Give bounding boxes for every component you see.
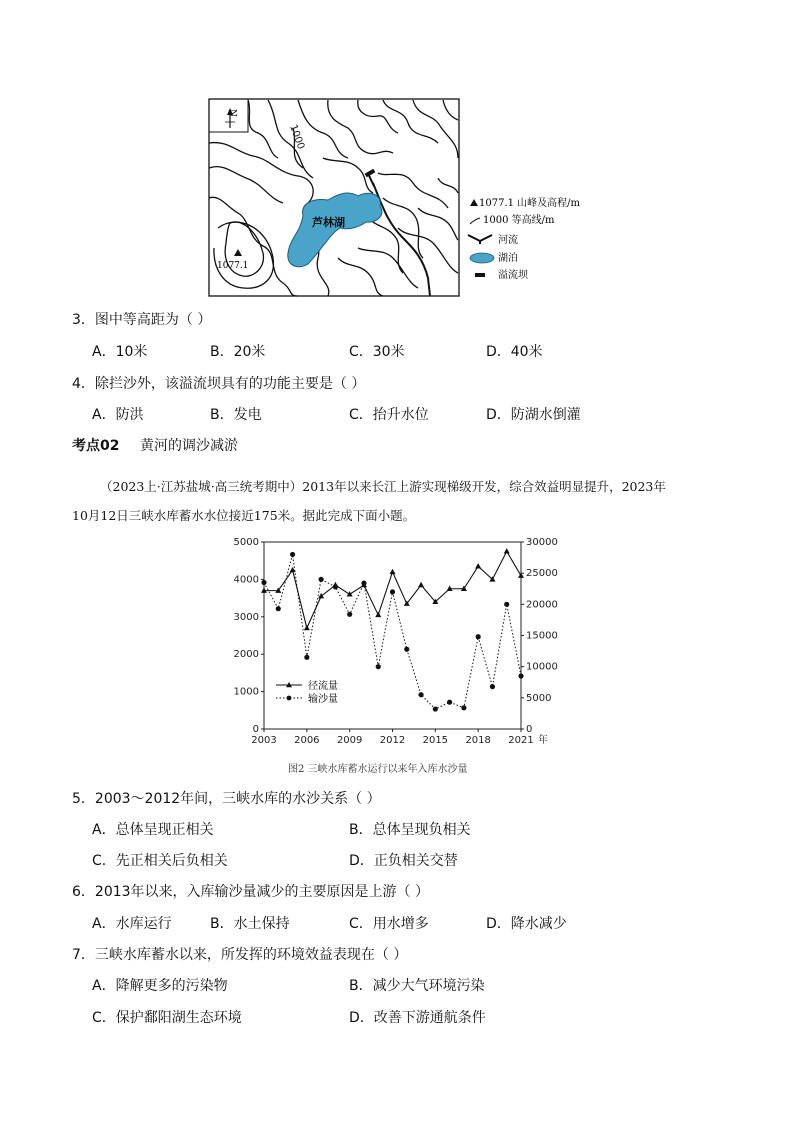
series-runoff-point (390, 569, 396, 574)
x-tick-label: 2003 (251, 735, 277, 746)
y-left-tick-label: 0 (252, 724, 259, 735)
series-sediment-point (433, 706, 438, 711)
q3-option-d[interactable]: D．40米 (486, 344, 543, 360)
y-right-tick-label: 15000 (526, 630, 558, 642)
legend-river-label: 河流 (498, 235, 518, 246)
q7-option-b[interactable]: B．减少大气环境污染 (349, 978, 485, 994)
x-tick-label: 2018 (465, 735, 491, 746)
series-sediment-point (319, 577, 324, 582)
series-sediment-point (347, 612, 352, 617)
section-subtitle: 黄河的调沙减淤 (140, 438, 238, 454)
contour-map (208, 98, 593, 298)
question-5-stem: 5．2003～2012年间，三峡水库的水沙关系（ ） (72, 791, 381, 807)
x-unit-label: 年 (538, 735, 548, 746)
y-right-tick-label: 25000 (526, 568, 558, 580)
series-sediment-point (361, 581, 366, 586)
map-legend (468, 196, 581, 281)
y-left-tick-label: 1000 (233, 686, 259, 698)
legend-lake-label: 湖泊 (498, 253, 518, 264)
legend-river-icon (468, 235, 492, 244)
series-runoff-point (347, 591, 353, 596)
question-6-stem: 6．2013年以来，入库输沙量减少的主要原因是上游（ ） (72, 884, 429, 900)
series-sediment-point (490, 684, 495, 689)
q4-option-b[interactable]: B．发电 (210, 407, 262, 423)
series-sediment-point (461, 705, 466, 710)
section-title: 考点02 (72, 438, 120, 454)
legend-lake-icon (470, 253, 494, 263)
q7-option-c[interactable]: C．保护鄱阳湖生态环境 (92, 1010, 242, 1026)
series-sediment-point (290, 552, 295, 557)
q3-option-b[interactable]: B．20米 (210, 344, 266, 360)
legend-sediment-label: 输沙量 (308, 694, 338, 705)
series-runoff-point (504, 548, 510, 553)
q5-option-b[interactable]: B．总体呈现负相关 (349, 822, 471, 838)
y-right-tick-label: 20000 (526, 599, 558, 611)
x-tick-label: 2006 (294, 735, 320, 746)
x-tick-label: 2009 (336, 735, 363, 746)
chart-caption: 图2 三峡水库蓄水运行以来年入库水沙量 (288, 764, 468, 775)
passage-line-1: （2023上·江苏盐城·高三统考期中）2013年以来长江上游实现梯级开发，综合效益明显提升，2023年 (100, 479, 666, 494)
series-sediment-point (261, 580, 266, 585)
series-sediment-point (418, 692, 423, 697)
question-4-stem: 4．除拦沙外，该溢流坝具有的功能主要是（ ） (72, 376, 366, 392)
series-sediment-line (264, 554, 521, 709)
series-runoff-point (418, 582, 424, 587)
q7-option-d[interactable]: D．改善下游通航条件 (349, 1010, 486, 1026)
q6-option-a[interactable]: A．水库运行 (92, 916, 172, 932)
contour-label-1000: 1000 (287, 123, 307, 151)
q7-option-a[interactable]: A．降解更多的污染物 (92, 978, 228, 994)
y-left-tick-label: 4000 (233, 574, 259, 586)
q5-option-a[interactable]: A．总体呈现正相关 (92, 822, 214, 838)
series-sediment-point (333, 584, 338, 589)
series-sediment-point (304, 655, 309, 660)
series-runoff-point (475, 563, 481, 568)
y-right-tick-label: 30000 (526, 537, 558, 548)
legend-peak-label: 1077.1 山峰及高程/m (479, 198, 581, 209)
q5-option-c[interactable]: C．先正相关后负相关 (92, 853, 228, 869)
q4-option-c[interactable]: C．抬升水位 (349, 407, 429, 423)
legend-sediment-marker (287, 696, 292, 701)
legend-contour-icon (470, 218, 480, 224)
y-left-tick-label: 3000 (233, 611, 259, 623)
series-runoff-point (375, 612, 381, 617)
y-right-tick-label: 10000 (526, 661, 558, 673)
y-right-tick-label: 5000 (526, 692, 552, 704)
q6-option-d[interactable]: D．降水减少 (486, 916, 567, 932)
q6-option-b[interactable]: B．水土保持 (210, 916, 290, 932)
contour-map-figure (208, 98, 593, 298)
q4-option-a[interactable]: A．防洪 (92, 407, 144, 423)
y-left-tick-label: 5000 (233, 537, 259, 548)
passage-line-2: 10月12日三峡水库蓄水水位接近175米。据此完成下面小题。 (72, 508, 416, 523)
series-sediment-point (404, 647, 409, 652)
x-tick-label: 2021 (508, 735, 534, 746)
peak-label: 1077.1 (217, 261, 249, 271)
x-tick-label: 2012 (379, 735, 406, 746)
series-sediment-point (504, 602, 509, 607)
legend-dam-icon (475, 273, 485, 277)
series-sediment-point (376, 664, 381, 669)
q4-option-d[interactable]: D．防湖水倒灌 (486, 407, 581, 423)
question-7-stem: 7．三峡水库蓄水以来，所发挥的环境效益表现在（ ） (72, 947, 408, 963)
question-3-stem: 3．图中等高距为（ ） (72, 312, 212, 328)
q6-option-c[interactable]: C．用水增多 (349, 916, 429, 932)
series-sediment-point (476, 634, 481, 639)
legend-peak-icon (470, 199, 478, 206)
sediment-chart (228, 532, 568, 752)
y-right-tick-label: 0 (526, 724, 533, 735)
y-left-tick-label: 2000 (233, 649, 259, 661)
q5-option-d[interactable]: D．正负相关交替 (349, 853, 458, 869)
sediment-chart-figure (228, 532, 568, 787)
q3-option-a[interactable]: A．10米 (92, 344, 148, 360)
north-label: N (227, 109, 237, 117)
series-runoff-point (318, 593, 324, 598)
legend-contour-label: 1000 等高线/m (483, 215, 555, 226)
series-sediment-point (518, 673, 523, 678)
q3-option-c[interactable]: C．30米 (349, 344, 405, 360)
lake-label: 芦林湖 (312, 216, 345, 229)
legend-dam-label: 溢流坝 (498, 270, 528, 281)
x-tick-label: 2015 (422, 735, 449, 746)
legend-runoff-label: 径流量 (308, 681, 338, 692)
series-runoff-point (304, 625, 310, 630)
series-sediment-point (447, 700, 452, 705)
series-sediment-point (276, 606, 281, 611)
series-sediment-point (390, 589, 395, 594)
